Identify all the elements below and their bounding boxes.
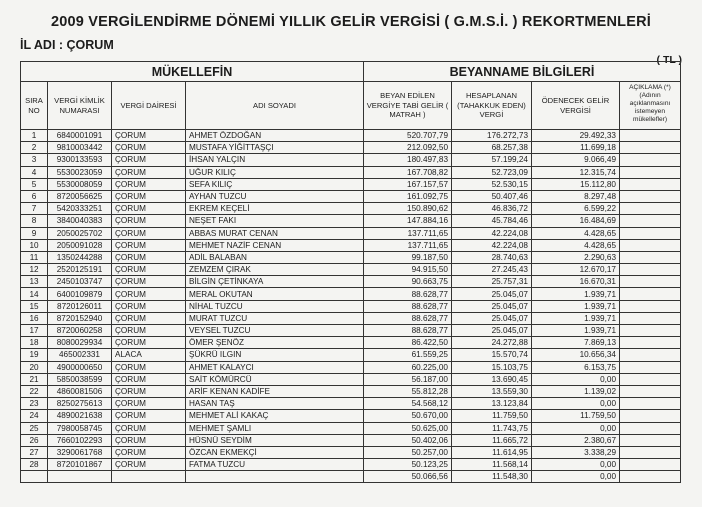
- cell-sira-no: 1: [21, 130, 48, 142]
- header-sira-no: SIRA NO: [21, 82, 48, 130]
- cell-matrah: 54.568,12: [364, 398, 452, 410]
- cell-odenecek: 16.484,69: [532, 215, 620, 227]
- cell-odenecek: 10.656,34: [532, 349, 620, 361]
- cell-aciklama: [620, 154, 681, 166]
- cell-sira-no: 24: [21, 410, 48, 422]
- cell-sira-no: 27: [21, 446, 48, 458]
- cell-sira-no: 17: [21, 325, 48, 337]
- cell-vkn: 2450103747: [48, 276, 112, 288]
- table-row: [21, 325, 681, 337]
- cell-aciklama: [620, 325, 681, 337]
- cell-aciklama: [620, 349, 681, 361]
- cell-vkn: 4860081506: [48, 385, 112, 397]
- cell-odenecek: 3.338,29: [532, 446, 620, 458]
- table-row: [21, 251, 681, 263]
- cell-vkn: 2050025702: [48, 227, 112, 239]
- cell-matrah: 137.711,65: [364, 239, 452, 251]
- cell-hesaplanan: 11.743,75: [452, 422, 532, 434]
- cell-adi-soyadi: FATMA TUZCU: [186, 459, 364, 471]
- cell-sira-no: 13: [21, 276, 48, 288]
- table-row: [21, 398, 681, 410]
- cell-aciklama: [620, 178, 681, 190]
- cell-sira-no: [21, 471, 48, 483]
- cell-odenecek: 8.297,48: [532, 190, 620, 202]
- cell-matrah: 137.711,65: [364, 227, 452, 239]
- cell-adi-soyadi: MEHMET ALİ KAKAÇ: [186, 410, 364, 422]
- cell-sira-no: 8: [21, 215, 48, 227]
- header-adi-soyadi: ADI SOYADI: [186, 82, 364, 130]
- cell-odenecek: 12.670,17: [532, 264, 620, 276]
- cell-aciklama: [620, 422, 681, 434]
- cell-hesaplanan: 13.559,30: [452, 385, 532, 397]
- cell-aciklama: [620, 166, 681, 178]
- cell-odenecek: 4.428,65: [532, 227, 620, 239]
- cell-adi-soyadi: İHSAN YALÇIN: [186, 154, 364, 166]
- cell-adi-soyadi: MEHMET ŞAMLI: [186, 422, 364, 434]
- cell-adi-soyadi: NEŞET FAKI: [186, 215, 364, 227]
- cell-matrah: 55.812,28: [364, 385, 452, 397]
- cell-vkn: 1350244288: [48, 251, 112, 263]
- cell-sira-no: 25: [21, 422, 48, 434]
- cell-aciklama: [620, 361, 681, 373]
- table-row: [21, 300, 681, 312]
- cell-adi-soyadi: HÜSNÜ SEYDİM: [186, 434, 364, 446]
- table-row: [21, 130, 681, 142]
- cell-vkn: 8720126011: [48, 300, 112, 312]
- table-row: [21, 312, 681, 324]
- cell-odenecek: 6.599,22: [532, 203, 620, 215]
- cell-matrah: 212.092,50: [364, 142, 452, 154]
- cell-aciklama: [620, 471, 681, 483]
- cell-adi-soyadi: HASAN TAŞ: [186, 398, 364, 410]
- cell-vergi-dairesi: ÇORUM: [112, 178, 186, 190]
- table-row: [21, 373, 681, 385]
- cell-sira-no: 4: [21, 166, 48, 178]
- cell-hesaplanan: 15.570,74: [452, 349, 532, 361]
- cell-hesaplanan: 25.757,31: [452, 276, 532, 288]
- cell-hesaplanan: 42.224,08: [452, 227, 532, 239]
- cell-odenecek: 1.939,71: [532, 300, 620, 312]
- table-row: [21, 276, 681, 288]
- cell-adi-soyadi: AYHAN TUZCU: [186, 190, 364, 202]
- cell-odenecek: 1.139,02: [532, 385, 620, 397]
- table-body: [21, 130, 681, 483]
- table-row: [21, 215, 681, 227]
- header-hesaplanan: HESAPLANAN (TAHAKKUK EDEN) VERGİ: [452, 82, 532, 130]
- cell-sira-no: 10: [21, 239, 48, 251]
- cell-vkn: 5420333251: [48, 203, 112, 215]
- cell-aciklama: [620, 251, 681, 263]
- table-row: [21, 471, 681, 483]
- cell-matrah: 88.628,77: [364, 325, 452, 337]
- cell-hesaplanan: 11.568,14: [452, 459, 532, 471]
- cell-vergi-dairesi: ÇORUM: [112, 142, 186, 154]
- cell-matrah: 50.670,00: [364, 410, 452, 422]
- cell-vergi-dairesi: ÇORUM: [112, 276, 186, 288]
- cell-vkn: 8720101867: [48, 459, 112, 471]
- cell-hesaplanan: 52.723,09: [452, 166, 532, 178]
- cell-matrah: 150.890,62: [364, 203, 452, 215]
- cell-vergi-dairesi: ÇORUM: [112, 312, 186, 324]
- table-row: [21, 349, 681, 361]
- cell-adi-soyadi: UĞUR KILIÇ: [186, 166, 364, 178]
- cell-aciklama: [620, 300, 681, 312]
- cell-aciklama: [620, 398, 681, 410]
- cell-vergi-dairesi: ÇORUM: [112, 398, 186, 410]
- cell-matrah: 90.663,75: [364, 276, 452, 288]
- cell-hesaplanan: 24.272,88: [452, 337, 532, 349]
- cell-adi-soyadi: ZEMZEM ÇIRAK: [186, 264, 364, 276]
- cell-adi-soyadi: MUSTAFA YİĞİTTAŞÇI: [186, 142, 364, 154]
- cell-adi-soyadi: MURAT TUZCU: [186, 312, 364, 324]
- cell-odenecek: 9.066,49: [532, 154, 620, 166]
- cell-hesaplanan: 50.407,46: [452, 190, 532, 202]
- section-beyanname: BEYANNAME BİLGİLERİ: [364, 62, 681, 82]
- cell-adi-soyadi: ÖZCAN EKMEKÇİ: [186, 446, 364, 458]
- cell-hesaplanan: 68.257,38: [452, 142, 532, 154]
- table-row: [21, 434, 681, 446]
- cell-aciklama: [620, 215, 681, 227]
- cell-odenecek: 2.290,63: [532, 251, 620, 263]
- table-row: [21, 337, 681, 349]
- cell-odenecek: 11.699,18: [532, 142, 620, 154]
- cell-adi-soyadi: MEHMET NAZİF CENAN: [186, 239, 364, 251]
- cell-odenecek: 1.939,71: [532, 325, 620, 337]
- cell-hesaplanan: 15.103,75: [452, 361, 532, 373]
- cell-aciklama: [620, 337, 681, 349]
- cell-odenecek: 1.939,71: [532, 312, 620, 324]
- cell-vergi-dairesi: ÇORUM: [112, 446, 186, 458]
- cell-hesaplanan: 11.548,30: [452, 471, 532, 483]
- header-vergi-dairesi: VERGİ DAİRESİ: [112, 82, 186, 130]
- cell-hesaplanan: 45.784,46: [452, 215, 532, 227]
- cell-odenecek: 6.153,75: [532, 361, 620, 373]
- cell-vkn: 6840001091: [48, 130, 112, 142]
- cell-matrah: 167.708,82: [364, 166, 452, 178]
- cell-aciklama: [620, 203, 681, 215]
- cell-sira-no: 11: [21, 251, 48, 263]
- table-row: [21, 459, 681, 471]
- cell-hesaplanan: 46.836,72: [452, 203, 532, 215]
- cell-hesaplanan: 176.272,73: [452, 130, 532, 142]
- cell-vergi-dairesi: ÇORUM: [112, 459, 186, 471]
- cell-adi-soyadi: ŞÜKRÜ ILGIN: [186, 349, 364, 361]
- cell-adi-soyadi: AHMET KALAYCI: [186, 361, 364, 373]
- cell-sira-no: 3: [21, 154, 48, 166]
- table-row: [21, 203, 681, 215]
- cell-sira-no: 5: [21, 178, 48, 190]
- ranking-table: [20, 61, 681, 483]
- cell-vergi-dairesi: ÇORUM: [112, 288, 186, 300]
- cell-vkn: 5850038599: [48, 373, 112, 385]
- cell-hesaplanan: 11.759,50: [452, 410, 532, 422]
- table-row: [21, 154, 681, 166]
- cell-matrah: 88.628,77: [364, 312, 452, 324]
- cell-matrah: 56.187,00: [364, 373, 452, 385]
- cell-matrah: 167.157,57: [364, 178, 452, 190]
- table-row: [21, 288, 681, 300]
- cell-sira-no: 26: [21, 434, 48, 446]
- cell-matrah: 180.497,83: [364, 154, 452, 166]
- province-label: İL ADI : ÇORUM: [20, 38, 114, 52]
- cell-adi-soyadi: ADİL BALABAN: [186, 251, 364, 263]
- cell-matrah: 60.225,00: [364, 361, 452, 373]
- header-odenecek: ÖDENECEK GELİR VERGİSİ: [532, 82, 620, 130]
- cell-adi-soyadi: EKREM KEÇELİ: [186, 203, 364, 215]
- cell-vkn: 9810003442: [48, 142, 112, 154]
- cell-vkn: 8720060258: [48, 325, 112, 337]
- cell-aciklama: [620, 130, 681, 142]
- ranking-table-wrapper: [20, 61, 680, 483]
- cell-vkn: 7980058745: [48, 422, 112, 434]
- cell-aciklama: [620, 264, 681, 276]
- cell-aciklama: [620, 312, 681, 324]
- cell-aciklama: [620, 239, 681, 251]
- cell-vergi-dairesi: ÇORUM: [112, 337, 186, 349]
- cell-hesaplanan: 13.690,45: [452, 373, 532, 385]
- header-aciklama: AÇIKLAMA (*) (Adının açıklanmasını istemeyen mükellefler): [620, 82, 681, 130]
- cell-vkn: 5530008059: [48, 178, 112, 190]
- cell-hesaplanan: 25.045,07: [452, 288, 532, 300]
- cell-odenecek: 7.869,13: [532, 337, 620, 349]
- section-mukellefin: MÜKELLEFİN: [21, 62, 364, 82]
- cell-vergi-dairesi: ÇORUM: [112, 154, 186, 166]
- cell-hesaplanan: 28.740,63: [452, 251, 532, 263]
- table-row: [21, 227, 681, 239]
- table-row: [21, 142, 681, 154]
- table-row: [21, 361, 681, 373]
- cell-sira-no: 12: [21, 264, 48, 276]
- cell-vergi-dairesi: ÇORUM: [112, 203, 186, 215]
- cell-matrah: 94.915,50: [364, 264, 452, 276]
- cell-sira-no: 9: [21, 227, 48, 239]
- cell-adi-soyadi: ÖMER ŞENÖZ: [186, 337, 364, 349]
- cell-vergi-dairesi: ÇORUM: [112, 361, 186, 373]
- table-row: [21, 422, 681, 434]
- cell-adi-soyadi: [186, 471, 364, 483]
- cell-vergi-dairesi: ÇORUM: [112, 300, 186, 312]
- cell-vkn: 2050091028: [48, 239, 112, 251]
- cell-vergi-dairesi: ÇORUM: [112, 325, 186, 337]
- cell-vkn: 3840040383: [48, 215, 112, 227]
- cell-matrah: 50.402,06: [364, 434, 452, 446]
- currency-label: ( TL ): [656, 54, 682, 66]
- cell-matrah: 50.123,25: [364, 459, 452, 471]
- cell-matrah: 520.707,79: [364, 130, 452, 142]
- cell-vkn: 3290061768: [48, 446, 112, 458]
- cell-sira-no: 20: [21, 361, 48, 373]
- cell-adi-soyadi: AHMET ÖZDOĞAN: [186, 130, 364, 142]
- cell-vkn: 5530023059: [48, 166, 112, 178]
- cell-odenecek: 16.670,31: [532, 276, 620, 288]
- cell-vergi-dairesi: ÇORUM: [112, 166, 186, 178]
- cell-aciklama: [620, 142, 681, 154]
- cell-adi-soyadi: NİHAL TUZCU: [186, 300, 364, 312]
- cell-vergi-dairesi: ÇORUM: [112, 227, 186, 239]
- cell-vkn: 6400109879: [48, 288, 112, 300]
- cell-adi-soyadi: SAİT KÖMÜRCÜ: [186, 373, 364, 385]
- cell-aciklama: [620, 385, 681, 397]
- cell-hesaplanan: 25.045,07: [452, 312, 532, 324]
- cell-odenecek: 0,00: [532, 422, 620, 434]
- cell-adi-soyadi: ABBAS MURAT CENAN: [186, 227, 364, 239]
- cell-aciklama: [620, 227, 681, 239]
- cell-aciklama: [620, 288, 681, 300]
- cell-odenecek: 0,00: [532, 373, 620, 385]
- cell-aciklama: [620, 373, 681, 385]
- cell-sira-no: 23: [21, 398, 48, 410]
- cell-odenecek: 0,00: [532, 459, 620, 471]
- cell-adi-soyadi: VEYSEL TUZCU: [186, 325, 364, 337]
- cell-vkn: [48, 471, 112, 483]
- cell-sira-no: 28: [21, 459, 48, 471]
- cell-vkn: 4890021638: [48, 410, 112, 422]
- cell-matrah: 50.066,56: [364, 471, 452, 483]
- cell-vkn: 8250275613: [48, 398, 112, 410]
- cell-odenecek: 11.759,50: [532, 410, 620, 422]
- cell-odenecek: 4.428,65: [532, 239, 620, 251]
- cell-aciklama: [620, 190, 681, 202]
- cell-sira-no: 7: [21, 203, 48, 215]
- cell-odenecek: 15.112,80: [532, 178, 620, 190]
- cell-vergi-dairesi: ALACA: [112, 349, 186, 361]
- table-row: [21, 190, 681, 202]
- cell-aciklama: [620, 276, 681, 288]
- header-vkn: VERGİ KİMLİK NUMARASI: [48, 82, 112, 130]
- cell-vkn: 2520125191: [48, 264, 112, 276]
- cell-aciklama: [620, 446, 681, 458]
- cell-vkn: 9300133593: [48, 154, 112, 166]
- header-matrah: BEYAN EDİLEN VERGİYE TABİ GELİR ( MATRAH ): [364, 82, 452, 130]
- cell-adi-soyadi: BİLGİN ÇETİNKAYA: [186, 276, 364, 288]
- table-row: [21, 264, 681, 276]
- cell-hesaplanan: 11.614,95: [452, 446, 532, 458]
- cell-vkn: 8720152940: [48, 312, 112, 324]
- cell-vergi-dairesi: ÇORUM: [112, 434, 186, 446]
- cell-hesaplanan: 52.530,15: [452, 178, 532, 190]
- cell-sira-no: 21: [21, 373, 48, 385]
- table-row: [21, 385, 681, 397]
- cell-vergi-dairesi: ÇORUM: [112, 410, 186, 422]
- cell-vergi-dairesi: ÇORUM: [112, 130, 186, 142]
- cell-matrah: 99.187,50: [364, 251, 452, 263]
- cell-adi-soyadi: ARİF KENAN KADİFE: [186, 385, 364, 397]
- cell-sira-no: 18: [21, 337, 48, 349]
- cell-vkn: 4900000650: [48, 361, 112, 373]
- cell-adi-soyadi: MERAL OKUTAN: [186, 288, 364, 300]
- cell-hesaplanan: 11.665,72: [452, 434, 532, 446]
- cell-adi-soyadi: SEFA KILIÇ: [186, 178, 364, 190]
- cell-hesaplanan: 25.045,07: [452, 325, 532, 337]
- cell-odenecek: 1.939,71: [532, 288, 620, 300]
- cell-vergi-dairesi: ÇORUM: [112, 373, 186, 385]
- cell-vkn: 465002331: [48, 349, 112, 361]
- cell-vergi-dairesi: ÇORUM: [112, 385, 186, 397]
- cell-matrah: 61.559,25: [364, 349, 452, 361]
- cell-hesaplanan: 13.123,84: [452, 398, 532, 410]
- cell-matrah: 50.625,00: [364, 422, 452, 434]
- cell-vergi-dairesi: ÇORUM: [112, 215, 186, 227]
- cell-odenecek: 2.380,67: [532, 434, 620, 446]
- cell-matrah: 88.628,77: [364, 288, 452, 300]
- cell-sira-no: 22: [21, 385, 48, 397]
- cell-vergi-dairesi: ÇORUM: [112, 239, 186, 251]
- table-row: [21, 446, 681, 458]
- cell-vergi-dairesi: ÇORUM: [112, 422, 186, 434]
- cell-sira-no: 19: [21, 349, 48, 361]
- cell-odenecek: 12.315,74: [532, 166, 620, 178]
- cell-hesaplanan: 27.245,43: [452, 264, 532, 276]
- table-row: [21, 410, 681, 422]
- table-row: [21, 239, 681, 251]
- cell-matrah: 147.884,16: [364, 215, 452, 227]
- cell-aciklama: [620, 434, 681, 446]
- cell-aciklama: [620, 459, 681, 471]
- cell-vergi-dairesi: ÇORUM: [112, 190, 186, 202]
- cell-hesaplanan: 57.199,24: [452, 154, 532, 166]
- cell-matrah: 86.422,50: [364, 337, 452, 349]
- cell-vkn: 7660102293: [48, 434, 112, 446]
- cell-vkn: 8720056625: [48, 190, 112, 202]
- cell-vergi-dairesi: [112, 471, 186, 483]
- cell-sira-no: 2: [21, 142, 48, 154]
- table-row: [21, 178, 681, 190]
- cell-sira-no: 16: [21, 312, 48, 324]
- cell-matrah: 161.092,75: [364, 190, 452, 202]
- cell-sira-no: 6: [21, 190, 48, 202]
- cell-matrah: 50.257,00: [364, 446, 452, 458]
- cell-aciklama: [620, 410, 681, 422]
- cell-matrah: 88.628,77: [364, 300, 452, 312]
- cell-odenecek: 29.492,33: [532, 130, 620, 142]
- cell-vkn: 8080029934: [48, 337, 112, 349]
- page-title: 2009 VERGİLENDİRME DÖNEMİ YILLIK GELİR VERGİSİ ( G.M.S.İ. ) REKORTMENLERİ: [50, 14, 652, 30]
- table-row: [21, 166, 681, 178]
- cell-vergi-dairesi: ÇORUM: [112, 251, 186, 263]
- cell-odenecek: 0,00: [532, 471, 620, 483]
- cell-odenecek: 0,00: [532, 398, 620, 410]
- cell-vergi-dairesi: ÇORUM: [112, 264, 186, 276]
- cell-sira-no: 14: [21, 288, 48, 300]
- cell-sira-no: 15: [21, 300, 48, 312]
- cell-hesaplanan: 42.224,08: [452, 239, 532, 251]
- cell-hesaplanan: 25.045,07: [452, 300, 532, 312]
